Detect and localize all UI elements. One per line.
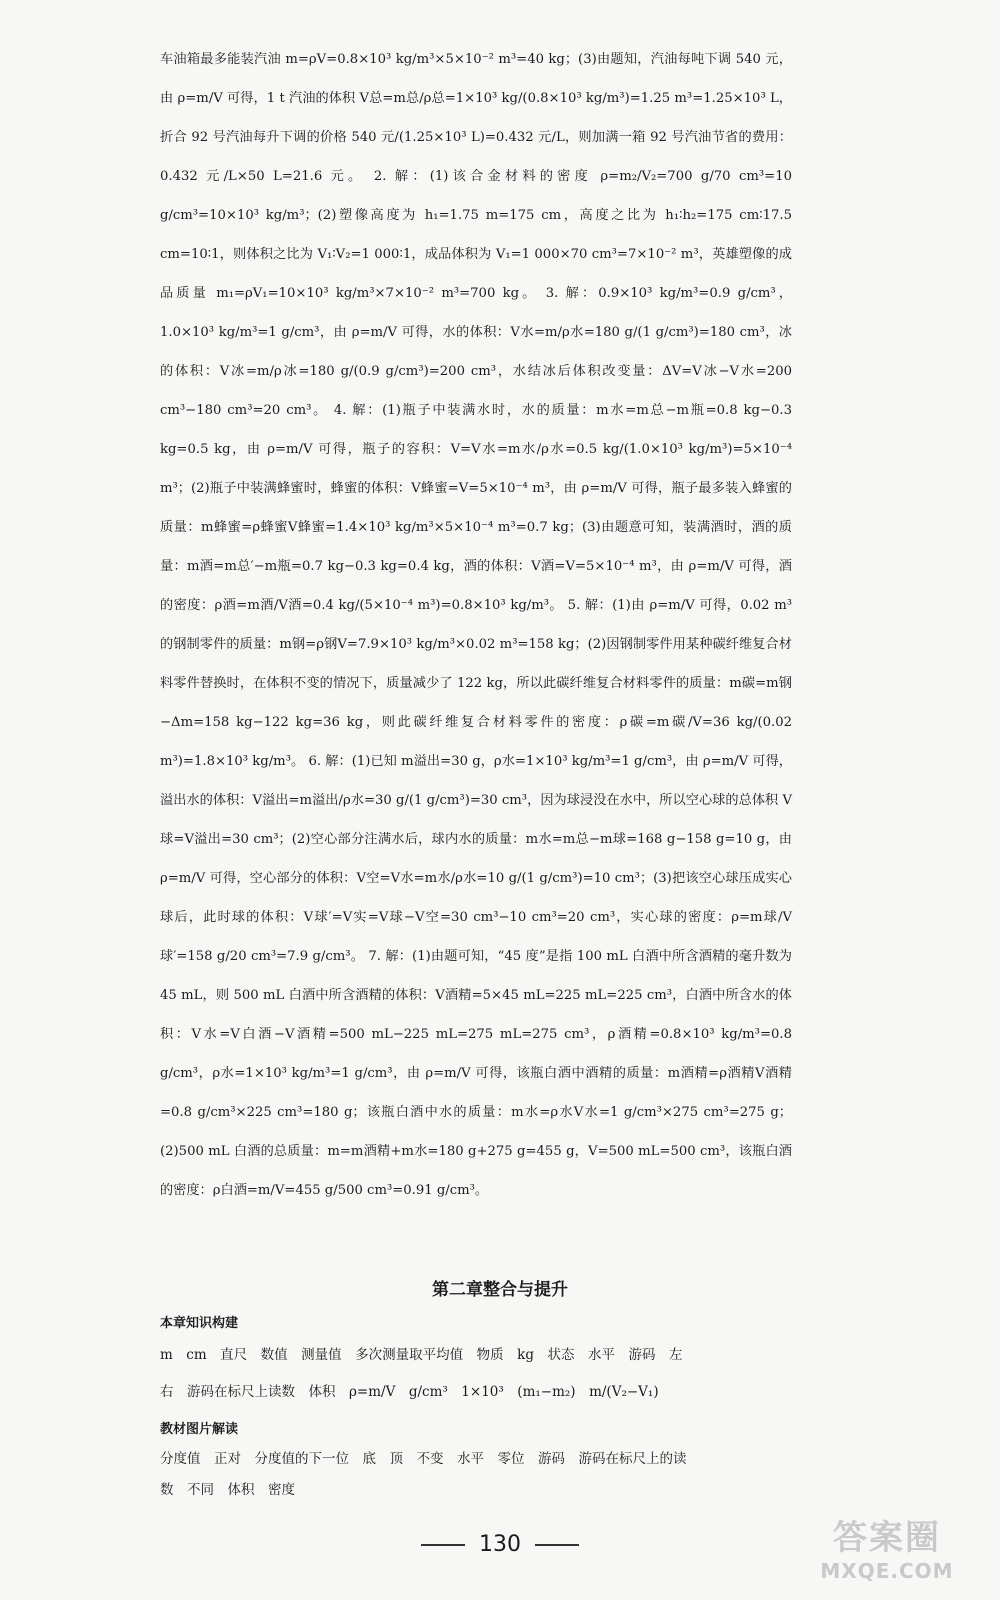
figure-heading: 教材图片解读 — [160, 1422, 239, 1437]
figure-line-2: 数 不同 体积 密度 — [160, 1482, 295, 1498]
figure-line-1: 分度值 正对 分度值的下一位 底 顶 不变 水平 零位 游码 游码在标尺上的读 — [160, 1451, 687, 1467]
watermark-logo — [802, 1510, 972, 1590]
answer-content — [160, 40, 792, 1210]
watermark-top: 答案圈 — [833, 1518, 941, 1558]
page-number-dash-right — [535, 1544, 579, 1546]
watermark-bottom: MXQE.COM — [820, 1559, 954, 1583]
answer-paragraph: 车油箱最多能装汽油 m=ρV=0.8×10³ kg/m³×5×10⁻² m³=40 kg；(3)由题知，汽油每吨下调 540 元，由 ρ=m/V 可得，1 t 汽油的体积 V总=m总/ρ总=1×10³ kg/(0.8×10³ kg/m³)=1.25 m³=1.25×10³ L，折合 92 号汽油每升下调的价格 540 元/(1.25×10³ L)=0.432 元/L，则加满一箱 92 号汽油节省的费用：0.432 元/L×50 L=21.6 元。 2. 解：(1)该合金材料的密度 ρ=m₂/V₂=700 g/70 cm³=10 g/cm³=10×10³ kg/m³；(2)塑像高度为 h₁=1.75 m=175 cm，高度之比为 h₁∶h₂=175 cm∶17.5 cm=10∶1，则体积之比为 V₁∶V₂=1 000∶1，成品体积为 V₁=1 000×70 cm³=7×10⁻² m³，英雄塑像的成品质量 m₁=ρV₁=10×10³ kg/m³×7×10⁻² m³=700 kg。 3. 解：0.9×10³ kg/m³=0.9 g/cm³，1.0×10³ kg/m³=1 g/cm³，由 ρ=m/V 可得，水的体积：V水=m/ρ水=180 g/(1 g/cm³)=180 cm³，冰的体积：V冰=m/ρ冰=180 g/(0.9 g/cm³)=200 cm³，水结冰后体积改变量：ΔV=V冰−V水=200 cm³−180 cm³=20 cm³。 4. 解：(1)瓶子中装满水时，水的质量：m水=m总−m瓶=0.8 kg−0.3 kg=0.5 kg，由 ρ=m/V 可得，瓶子的容积：V=V水=m水/ρ水=0.5 kg/(1.0×10³ kg/m³)=5×10⁻⁴ m³；(2)瓶子中装满蜂蜜时，蜂蜜的体积：V蜂蜜=V=5×10⁻⁴ m³，由 ρ=m/V 可得，瓶子最多装入蜂蜜的质量：m蜂蜜=ρ蜂蜜V蜂蜜=1.4×10³ kg/m³×5×10⁻⁴ m³=0.7 kg；(3)由题意可知，装满酒时，酒的质量：m酒=m总′−m瓶=0.7 kg−0.3 kg=0.4 kg，酒的体积：V酒=V=5×10⁻⁴ m³，由 ρ=m/V 可得，酒的密度：ρ酒=m酒/V酒=0.4 kg/(5×10⁻⁴ m³)=0.8×10³ kg/m³。 5. 解：(1)由 ρ=m/V 可得，0.02 m³ 的钢制零件的质量：m钢=ρ钢V=7.9×10³ kg/m³×0.02 m³=158 kg；(2)因钢制零件用某种碳纤维复合材料零件替换时，在体积不变的情况下，质量减少了 122 kg，所以此碳纤维复合材料零件的质量：m碳=m钢−Δm=158 kg−122 kg=36 kg，则此碳纤维复合材料零件的密度：ρ碳=m碳/V=36 kg/(0.02 m³)=1.8×10³ kg/m³。 6. 解：(1)已知 m溢出=30 g，ρ水=1×10³ kg/m³=1 g/cm³，由 ρ=m/V 可得，溢出水的体积：V溢出=m溢出/ρ水=30 g/(1 g/cm³)=30 cm³，因为球浸没在水中，所以空心球的总体积 V球=V溢出=30 cm³；(2)空心部分注满水后，球内水的质量：m水=m总−m球=168 g−158 g=10 g，由 ρ=m/V 可得，空心部分的体积：V空=V水=m水/ρ水=10 g/(1 g/cm³)=10 cm³；(3)把该空心球压成实心球后，此时球的体积：V球′=V实=V球−V空=30 cm³−10 cm³=20 cm³，实心球的密度：ρ=m球/V球′=158 g/20 cm³=7.9 g/cm³。 7. 解：(1)由题可知，“45 度”是指 100 mL 白酒中所含酒精的毫升数为 45 mL，则 500 mL 白酒中所含酒精的体积：V酒精=5×45 mL=225 mL=225 cm³，白酒中所含水的体积：V水=V白酒−V酒精=500 mL−225 mL=275 mL=275 cm³，ρ酒精=0.8×10³ kg/m³=0.8 g/cm³，ρ水=1×10³ kg/m³=1 g/cm³，由 ρ=m/V 可得，该瓶白酒中酒精的质量：m酒精=ρ酒精V酒精=0.8 g/cm³×225 cm³=180 g；该瓶白酒中水的质量：m水=ρ水V水=1 g/cm³×275 cm³=275 g；(2)500 mL 白酒的总质量：m=m酒精+m水=180 g+275 g=455 g，V=500 mL=500 cm³，该瓶白酒的密度：ρ白酒=m/V=455 g/500 cm³=0.91 g/cm³。 — [160, 52, 792, 1198]
knowledge-line-1: m cm 直尺 数值 测量值 多次测量取平均值 物质 kg 状态 水平 游码 左 — [160, 1347, 683, 1363]
page-number-text: 130 — [479, 1532, 521, 1557]
chapter-summary-title: 第二章整合与提升 — [432, 1280, 568, 1300]
knowledge-heading: 本章知识构建 — [160, 1316, 239, 1331]
page-number-dash-left — [421, 1544, 465, 1546]
knowledge-line-2: 右 游码在标尺上读数 体积 ρ=m/V g/cm³ 1×10³ (m₁−m₂) m/(V₂−V₁) — [160, 1384, 659, 1400]
